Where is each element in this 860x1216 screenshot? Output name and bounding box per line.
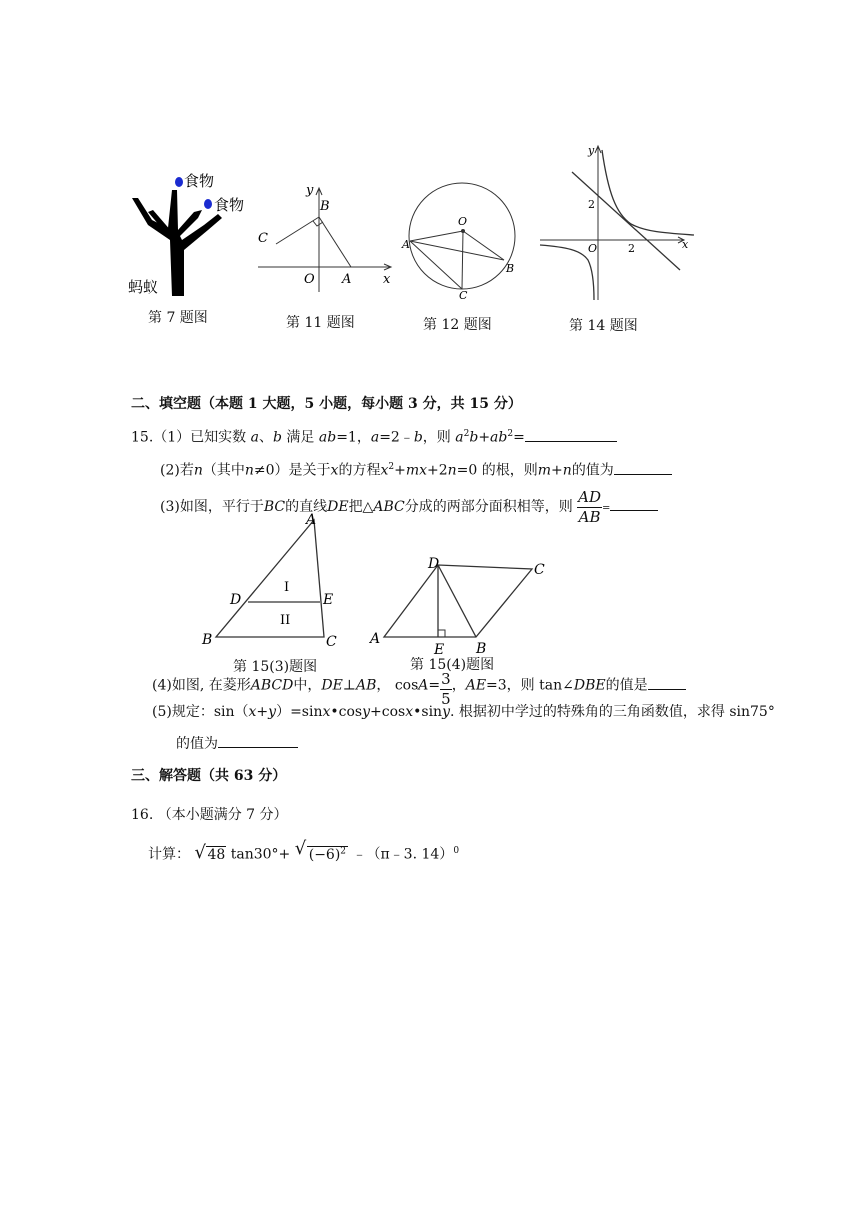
- svg-text:y: y: [306, 183, 314, 198]
- question-15-5-line2: 的值为: [176, 733, 298, 754]
- answer-blank-15-2[interactable]: [614, 460, 672, 475]
- figure-14-hyperbola: [536, 142, 696, 302]
- answer-blank-15-5[interactable]: [218, 733, 298, 748]
- svg-text:O: O: [458, 215, 468, 228]
- fig15-3-caption: 第 15(3)题图: [233, 659, 318, 675]
- figure-12-circle: [400, 178, 526, 300]
- svg-text:B: B: [320, 199, 330, 214]
- question-15-3: (3)如图，平行于BC的直线DE把△ABC分成的两部分面积相等，则 $\frac{AD}{AB}$ =: [160, 486, 658, 530]
- answer-blank-15-3[interactable]: [610, 496, 658, 511]
- question-16-title: 16. （本小题满分 7 分）: [131, 807, 288, 823]
- fraction-three-fifths: $\frac{3}{5}$: [441, 670, 451, 708]
- food-dot-1: [175, 177, 183, 187]
- svg-text:E: E: [323, 592, 334, 608]
- svg-text:B: B: [476, 641, 487, 657]
- section3-heading: 三、解答题（共 63 分）: [131, 768, 287, 784]
- figure-11-coordinate: [256, 180, 396, 295]
- fig12-caption: 第 12 题图: [423, 317, 492, 333]
- question-15-2: (2)若n（其中n≠0）是关于x的方程$x^2+mx+2n=0$ 的根，则m+n的值为: [160, 457, 672, 481]
- fig7-caption: 第 7 题图: [148, 310, 208, 326]
- svg-text:C: C: [258, 231, 268, 246]
- fig14-caption: 第 14 题图: [569, 318, 638, 334]
- svg-text:x: x: [383, 272, 391, 287]
- svg-text:O: O: [588, 242, 598, 255]
- question-15-5: (5)规定：sin（x+y）=sinx•cosy+cosx•siny. 根据初中学过的特殊角的三角函数值，求得 sin75°: [152, 704, 775, 720]
- svg-text:2: 2: [628, 242, 635, 255]
- sqrt-neg6-squared: √ $(-6)^2$: [294, 838, 347, 863]
- svg-text:E: E: [434, 642, 445, 658]
- svg-text:A: A: [402, 238, 410, 251]
- fraction-ad-ab: $\frac{AD}{AB}$: [578, 487, 602, 526]
- answer-blank-15-1[interactable]: [525, 427, 617, 442]
- svg-text:y: y: [588, 144, 595, 157]
- question-16-expression: 计算： √ 48 tan30°+ √ $(-6)^2$ ﹣（π﹣3. 14）$^0$: [148, 838, 459, 868]
- figure-15-4-rhombus: [368, 555, 552, 659]
- figure-15-3-triangle: [200, 512, 350, 648]
- svg-text:O: O: [304, 272, 315, 287]
- fig15-4-caption: 第 15(4)题图: [410, 657, 495, 673]
- question-15-1: 15.（1）已知实数 a、b 满足 ab=1，a=2﹣b，则 $a^2b+ab^2=$: [131, 424, 617, 448]
- fig7-label-food2: 食物: [214, 196, 245, 214]
- fig7-label-food1: 食物: [184, 172, 215, 190]
- sqrt-48: √ 48: [194, 841, 226, 863]
- svg-text:C: C: [534, 562, 545, 578]
- svg-text:B: B: [506, 262, 515, 275]
- svg-text:D: D: [428, 556, 440, 572]
- svg-text:A: A: [306, 512, 317, 528]
- figure-7-tree: [128, 170, 256, 296]
- svg-text:C: C: [459, 289, 468, 300]
- svg-text:I: I: [284, 580, 290, 595]
- svg-text:B: B: [202, 632, 213, 648]
- question-15-4: (4)如图, 在菱形ABCD中，DE⊥AB， cosA= $\frac{3}{5}$ ，AE=3，则 tan∠DBE的值是: [152, 662, 686, 709]
- svg-text:x: x: [682, 238, 689, 251]
- fig11-caption: 第 11 题图: [286, 315, 355, 331]
- svg-text:2: 2: [588, 198, 595, 211]
- fig7-label-ant: 蚂蚁: [128, 278, 159, 296]
- answer-blank-15-4[interactable]: [648, 675, 686, 690]
- svg-text:II: II: [280, 613, 291, 628]
- section2-heading: 二、填空题（本题 1 大题，5 小题，每小题 3 分，共 15 分）: [131, 396, 522, 412]
- svg-text:C: C: [326, 634, 337, 648]
- food-dot-2: [204, 199, 212, 209]
- svg-text:A: A: [370, 631, 381, 647]
- svg-text:D: D: [230, 592, 242, 608]
- svg-text:A: A: [342, 272, 352, 287]
